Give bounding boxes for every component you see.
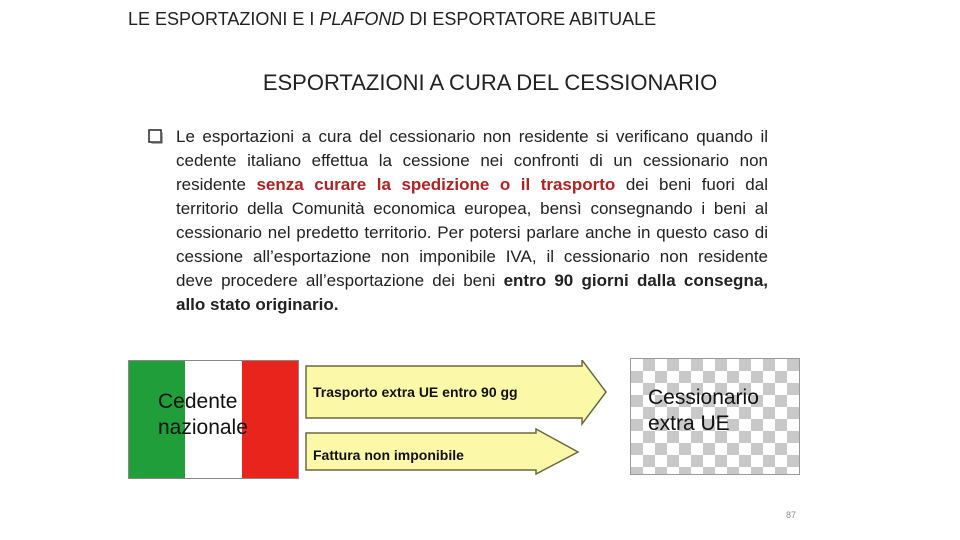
source-label: Cedente nazionale — [158, 390, 248, 439]
bullet-text-part-1: Le esportazioni a cura del cessionario non residente si verificano quando il cedente italiano effettua la cessione nei confronti di un cessionario non residente — [176, 127, 768, 194]
header-text-2: DI ESPORTATORE ABITUALE — [404, 9, 657, 29]
bullet-paragraph — [148, 125, 768, 317]
bullet-text — [176, 125, 768, 317]
header-text-italic: PLAFOND — [319, 9, 405, 29]
checkbox-square-icon — [148, 129, 163, 144]
header-text-1: LE ESPORTAZIONI E I — [128, 9, 320, 29]
destination-label: Cessionario extra UE — [648, 386, 759, 435]
flag-red-band — [242, 361, 298, 478]
bullet-text-bold: entro 90 giorni dalla consegna, allo stato originario. — [176, 271, 769, 314]
arrow-invoice-label: Fattura non imponibile — [313, 447, 464, 463]
bullet-text-part-2: dei beni fuori dal territorio della Comunità economica europea, bensì consegnando i beni al cessionario nel predetto territorio. Per potersi parlare anche in questo caso di cessione all’esportazione non imponibile IVA, il cessionario non residente deve procedere all’esportazione dei beni — [176, 175, 768, 290]
bullet-text-highlight-red: senza curare la spedizione o il trasporto — [256, 175, 616, 194]
arrow-transport-label: Trasporto extra UE entro 90 gg — [313, 384, 518, 400]
section-title: ESPORTAZIONI A CURA DEL CESSIONARIO — [262, 70, 718, 95]
page-header — [128, 9, 656, 30]
page-number: 87 — [786, 510, 797, 520]
